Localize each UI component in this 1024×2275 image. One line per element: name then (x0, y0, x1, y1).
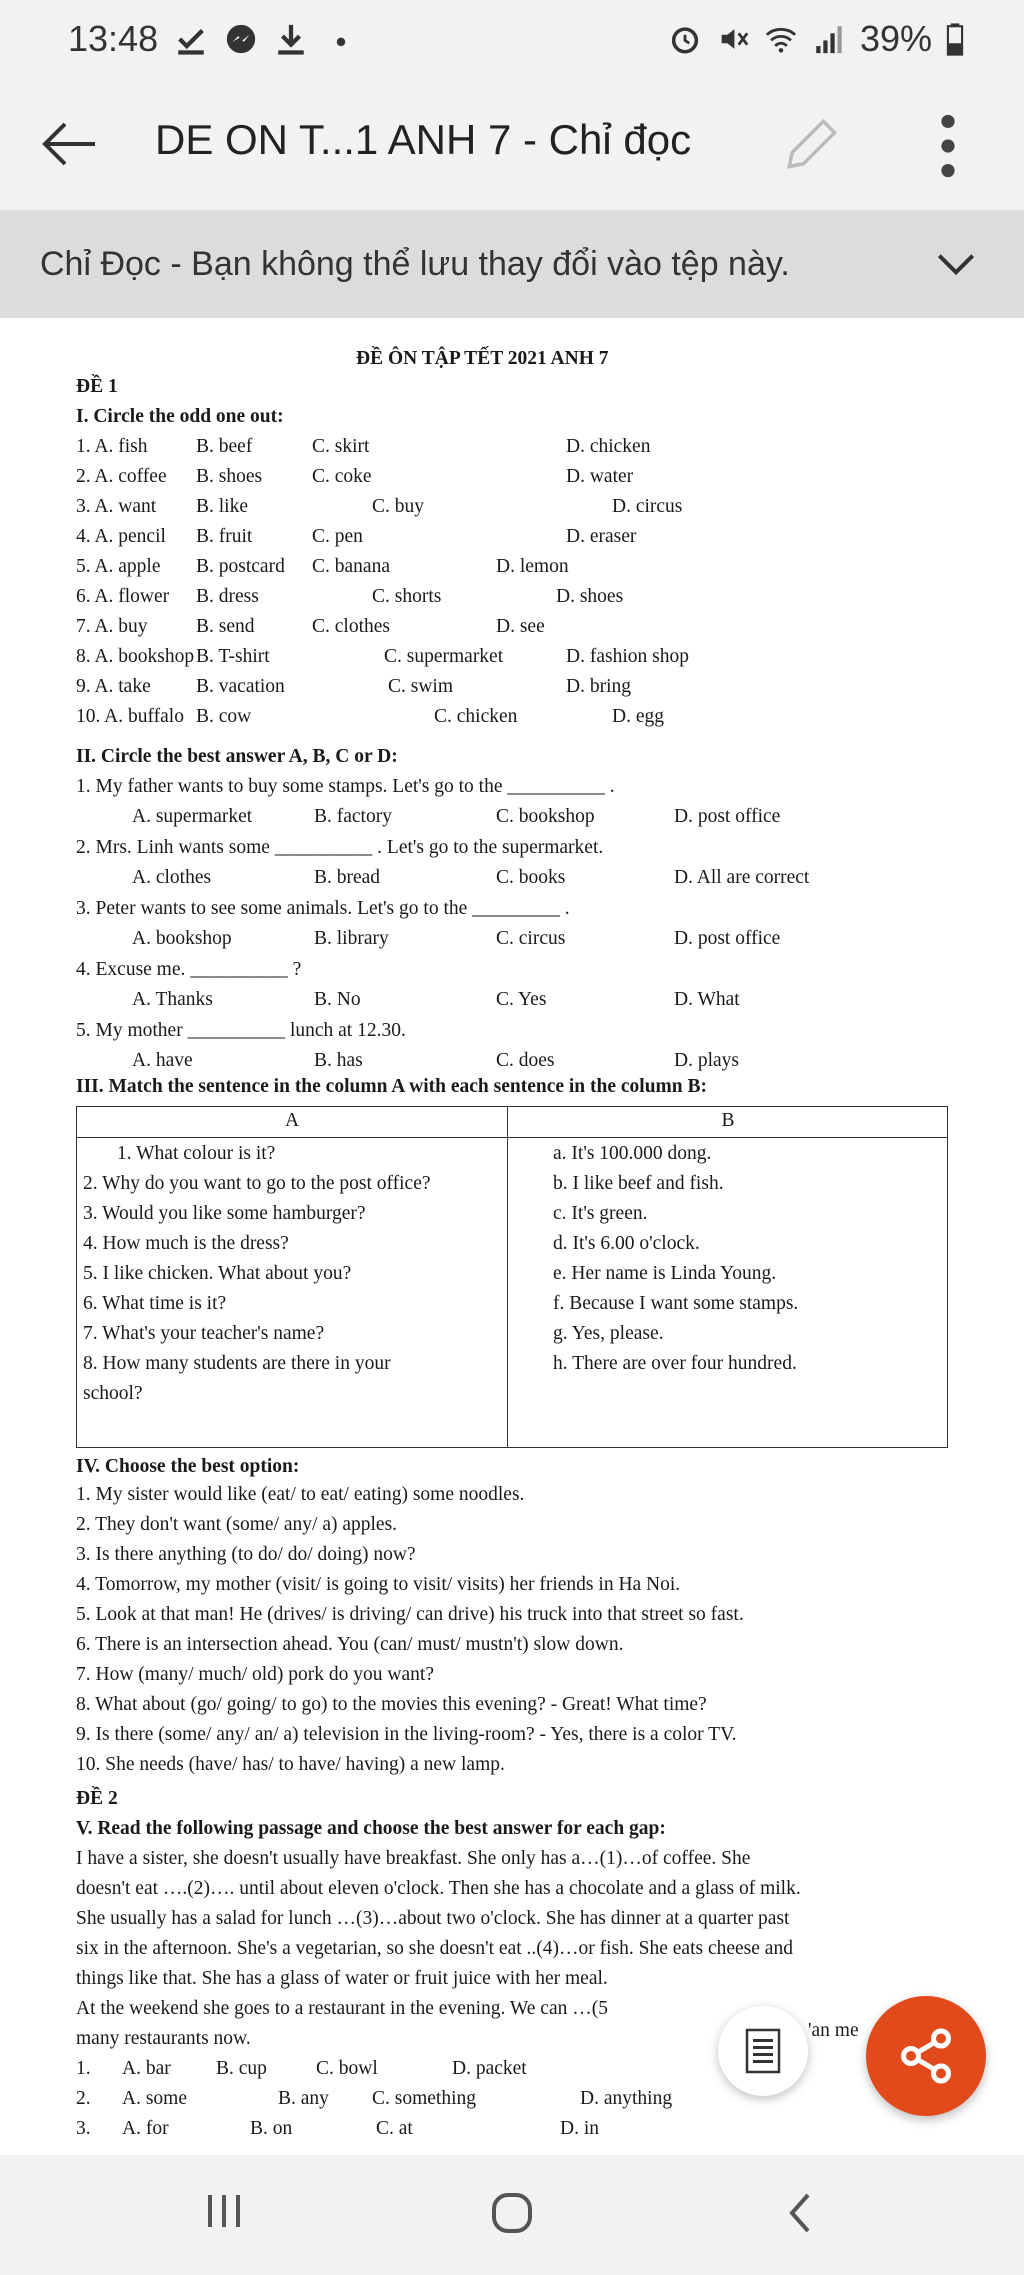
odd-one-out-option: D. bring (566, 676, 631, 697)
passage-line: things like that. She has a glass of water or fruit juice with her meal. (76, 1968, 608, 1989)
odd-one-out-option: 10. A. buffalo (76, 706, 184, 727)
passage-option: A. some (122, 2088, 187, 2109)
answer-option: B. library (314, 928, 389, 949)
odd-one-out-option: C. shorts (372, 586, 442, 607)
download-done-icon (174, 22, 208, 56)
odd-one-out-option: D. egg (612, 706, 664, 727)
odd-one-out-option: B. T-shirt (196, 646, 270, 667)
column-a-item: 7. What's your teacher's name? (83, 1323, 325, 1344)
odd-one-out-option: C. swim (388, 676, 454, 697)
chevron-down-icon[interactable] (936, 248, 976, 280)
answer-option: C. does (496, 1050, 555, 1071)
passage-option: 2. (76, 2088, 91, 2109)
odd-one-out-option: D. water (566, 466, 634, 487)
doc-title: ĐỀ ÔN TẬP TẾT 2021 ANH 7 (356, 348, 609, 369)
odd-one-out-option: C. buy (372, 496, 425, 517)
column-b-item: f. Because I want some stamps. (553, 1293, 799, 1314)
column-a-item: 3. Would you like some hamburger? (83, 1203, 366, 1224)
read-only-message: Chỉ Đọc - Bạn không thể lưu thay đổi vào tệp này. (40, 244, 790, 283)
column-a-item: 6. What time is it? (83, 1293, 227, 1314)
section-4-heading: IV. Choose the best option: (76, 1456, 300, 1477)
question-text: 3. Peter wants to see some animals. Let's go to the _________ . (76, 898, 570, 919)
passage-option: D. packet (452, 2058, 527, 2079)
read-only-banner[interactable] (0, 210, 1024, 318)
status-bar (0, 0, 1024, 78)
odd-one-out-option: D. circus (612, 496, 683, 517)
question-text: 1. My father wants to buy some stamps. Let's go to the __________ . (76, 776, 615, 797)
alarm-icon (668, 22, 702, 56)
option-sentence: 2. They don't want (some/ any/ a) apples. (76, 1514, 398, 1535)
odd-one-out-option: 5. A. apple (76, 556, 161, 577)
matching-table (76, 1106, 948, 1448)
answer-option: A. have (132, 1050, 193, 1071)
battery-icon (946, 22, 964, 56)
answer-option: B. bread (314, 867, 381, 888)
odd-one-out-option: B. cow (196, 706, 252, 727)
document-lines-icon (745, 2028, 781, 2074)
passage-option: A. bar (122, 2058, 171, 2079)
recent-apps-icon[interactable] (204, 2189, 244, 2233)
option-sentence: 3. Is there anything (to do/ do/ doing) now? (76, 1544, 416, 1565)
odd-one-out-option: C. coke (312, 466, 372, 487)
app-bar (0, 78, 1024, 210)
share-icon (896, 2026, 956, 2086)
answer-option: D. post office (674, 928, 781, 949)
wifi-icon (764, 22, 798, 56)
option-sentence: 1. My sister would like (eat/ to eat/ eating) some noodles. (76, 1484, 525, 1505)
document-page (0, 318, 1024, 2155)
section-de2: ĐỀ 2 (76, 1788, 118, 1809)
column-b-item: b. I like beef and fish. (553, 1173, 724, 1194)
odd-one-out-option: 7. A. buy (76, 616, 148, 637)
answer-option: A. bookshop (132, 928, 232, 949)
passage-option: C. something (372, 2088, 477, 2109)
odd-one-out-option: D. fashion shop (566, 646, 689, 667)
odd-one-out-option: B. dress (196, 586, 259, 607)
odd-one-out-option: C. clothes (312, 616, 390, 637)
share-button[interactable] (866, 1996, 986, 2116)
odd-one-out-option: D. lemon (496, 556, 569, 577)
column-b-item: a. It's 100.000 dong. (553, 1143, 712, 1164)
passage-line: six in the afternoon. She's a vegetarian, so she doesn't eat ..(4)…or fish. She eats cheese and (76, 1938, 793, 1959)
view-mode-button[interactable] (718, 2006, 808, 2096)
passage-line: doesn't eat ….(2)…. until about eleven o'clock. Then she has a chocolate and a glass of milk. (76, 1878, 801, 1899)
odd-one-out-option: 8. A. bookshop (76, 646, 195, 667)
odd-one-out-option: B. send (196, 616, 255, 637)
option-sentence: 8. What about (go/ going/ to go) to the movies this evening? - Great! What time? (76, 1694, 707, 1715)
passage-line: many restaurants now. (76, 2028, 251, 2049)
odd-one-out-option: D. chicken (566, 436, 651, 457)
back-arrow-icon[interactable] (40, 114, 100, 174)
odd-one-out-option: C. pen (312, 526, 363, 547)
section-de1: ĐỀ 1 (76, 376, 118, 397)
odd-one-out-option: 1. A. fish (76, 436, 148, 457)
mute-icon (716, 22, 750, 56)
section-2-heading: II. Circle the best answer A, B, C or D: (76, 746, 398, 767)
question-text: 4. Excuse me. __________ ? (76, 959, 302, 980)
column-a-item: 1. What colour is it? (117, 1143, 276, 1164)
option-sentence: 6. There is an intersection ahead. You (can/ must/ mustn't) slow down. (76, 1634, 624, 1655)
odd-one-out-option: B. postcard (196, 556, 285, 577)
odd-one-out-option: 2. A. coffee (76, 466, 167, 487)
column-a-header: A (284, 1110, 300, 1131)
back-nav-icon[interactable] (782, 2189, 818, 2237)
edit-pencil-icon[interactable] (778, 110, 846, 178)
odd-one-out-option: D. shoes (556, 586, 624, 607)
home-icon[interactable] (488, 2189, 536, 2237)
messenger-icon (224, 22, 258, 56)
passage-option: D. in (560, 2118, 599, 2139)
answer-option: D. All are correct (674, 867, 810, 888)
section-3-heading: III. Match the sentence in the column A with each sentence in the column B: (76, 1076, 708, 1097)
signal-icon (812, 22, 846, 56)
odd-one-out-option: C. banana (312, 556, 390, 577)
answer-option: C. Yes (496, 989, 547, 1010)
answer-option: B. has (314, 1050, 363, 1071)
answer-option: D. What (674, 989, 740, 1010)
clock: 13:48 (68, 18, 159, 59)
answer-option: D. plays (674, 1050, 739, 1071)
option-sentence: 9. Is there (some/ any/ an/ a) television in the living-room? - Yes, there is a color TV. (76, 1724, 737, 1745)
passage-fragment: 'an me (808, 2020, 859, 2041)
passage-option: B. any (278, 2088, 329, 2109)
answer-option: C. bookshop (496, 806, 595, 827)
question-text: 2. Mrs. Linh wants some __________ . Let's go to the supermarket. (76, 837, 604, 858)
odd-one-out-option: B. vacation (196, 676, 285, 697)
question-text: 5. My mother __________ lunch at 12.30. (76, 1020, 406, 1041)
odd-one-out-option: B. shoes (196, 466, 263, 487)
odd-one-out-option: 3. A. want (76, 496, 157, 517)
column-b-item: e. Her name is Linda Young. (553, 1263, 777, 1284)
dot-icon (324, 22, 358, 56)
odd-one-out-option: B. like (196, 496, 248, 517)
column-b-item: c. It's green. (553, 1203, 648, 1224)
passage-line: At the weekend she goes to a restaurant in the evening. We can …(5 (76, 1998, 608, 2019)
answer-option: D. post office (674, 806, 781, 827)
column-a-item: 5. I like chicken. What about you? (83, 1263, 352, 1284)
passage-option: 1. (76, 2058, 91, 2079)
odd-one-out-option: 9. A. take (76, 676, 151, 697)
option-sentence: 4. Tomorrow, my mother (visit/ is going to visit/ visits) her friends in Ha Noi. (76, 1574, 681, 1595)
option-sentence: 10. She needs (have/ has/ to have/ having) a new lamp. (76, 1754, 505, 1775)
column-a-item: 8. How many students are there in your (83, 1353, 391, 1374)
answer-option: C. circus (496, 928, 566, 949)
column-a-item: 4. How much is the dress? (83, 1233, 289, 1254)
column-a-item: 2. Why do you want to go to the post office? (83, 1173, 431, 1194)
passage-line: She usually has a salad for lunch …(3)…about two o'clock. She has dinner at a quarter past (76, 1908, 790, 1929)
passage-option: 3. (76, 2118, 91, 2139)
option-sentence: 7. How (many/ much/ old) pork do you want? (76, 1664, 434, 1685)
odd-one-out-option: 4. A. pencil (76, 526, 166, 547)
passage-option: B. cup (216, 2058, 267, 2079)
column-b-item: h. There are over four hundred. (553, 1353, 797, 1374)
odd-one-out-option: 6. A. flower (76, 586, 170, 607)
column-a-item: school? (83, 1383, 143, 1404)
odd-one-out-option: C. supermarket (384, 646, 504, 667)
answer-option: A. Thanks (132, 989, 213, 1010)
answer-option: B. No (314, 989, 361, 1010)
passage-option: C. at (376, 2118, 413, 2139)
more-options-icon[interactable] (930, 112, 966, 180)
odd-one-out-option: C. chicken (434, 706, 518, 727)
download-icon (274, 22, 308, 56)
answer-option: C. books (496, 867, 566, 888)
column-b-item: g. Yes, please. (553, 1323, 664, 1344)
passage-option: D. anything (580, 2088, 673, 2109)
odd-one-out-option: D. eraser (566, 526, 637, 547)
section-1-heading: I. Circle the odd one out: (76, 406, 284, 427)
answer-option: A. supermarket (132, 806, 253, 827)
odd-one-out-option: B. fruit (196, 526, 253, 547)
option-sentence: 5. Look at that man! He (drives/ is driving/ can drive) his truck into that street so fast. (76, 1604, 744, 1625)
passage-option: B. on (250, 2118, 293, 2139)
odd-one-out-option: B. beef (196, 436, 253, 457)
section-5-heading: V. Read the following passage and choose the best answer for each gap: (76, 1818, 666, 1839)
answer-option: A. clothes (132, 867, 212, 888)
odd-one-out-option: C. skirt (312, 436, 370, 457)
answer-option: B. factory (314, 806, 392, 827)
passage-option: A. for (122, 2118, 169, 2139)
column-b-header: B (721, 1110, 735, 1131)
system-nav-bar (0, 2155, 1024, 2275)
battery-level: 39% (859, 18, 932, 59)
odd-one-out-option: D. see (496, 616, 545, 637)
passage-option: C. bowl (316, 2058, 378, 2079)
document-title: DE ON T...1 ANH 7 - Chỉ đọc (155, 116, 692, 163)
column-b-item: d. It's 6.00 o'clock. (553, 1233, 700, 1254)
passage-line: I have a sister, she doesn't usually have breakfast. She only has a…(1)…of coffee. She (76, 1848, 751, 1869)
